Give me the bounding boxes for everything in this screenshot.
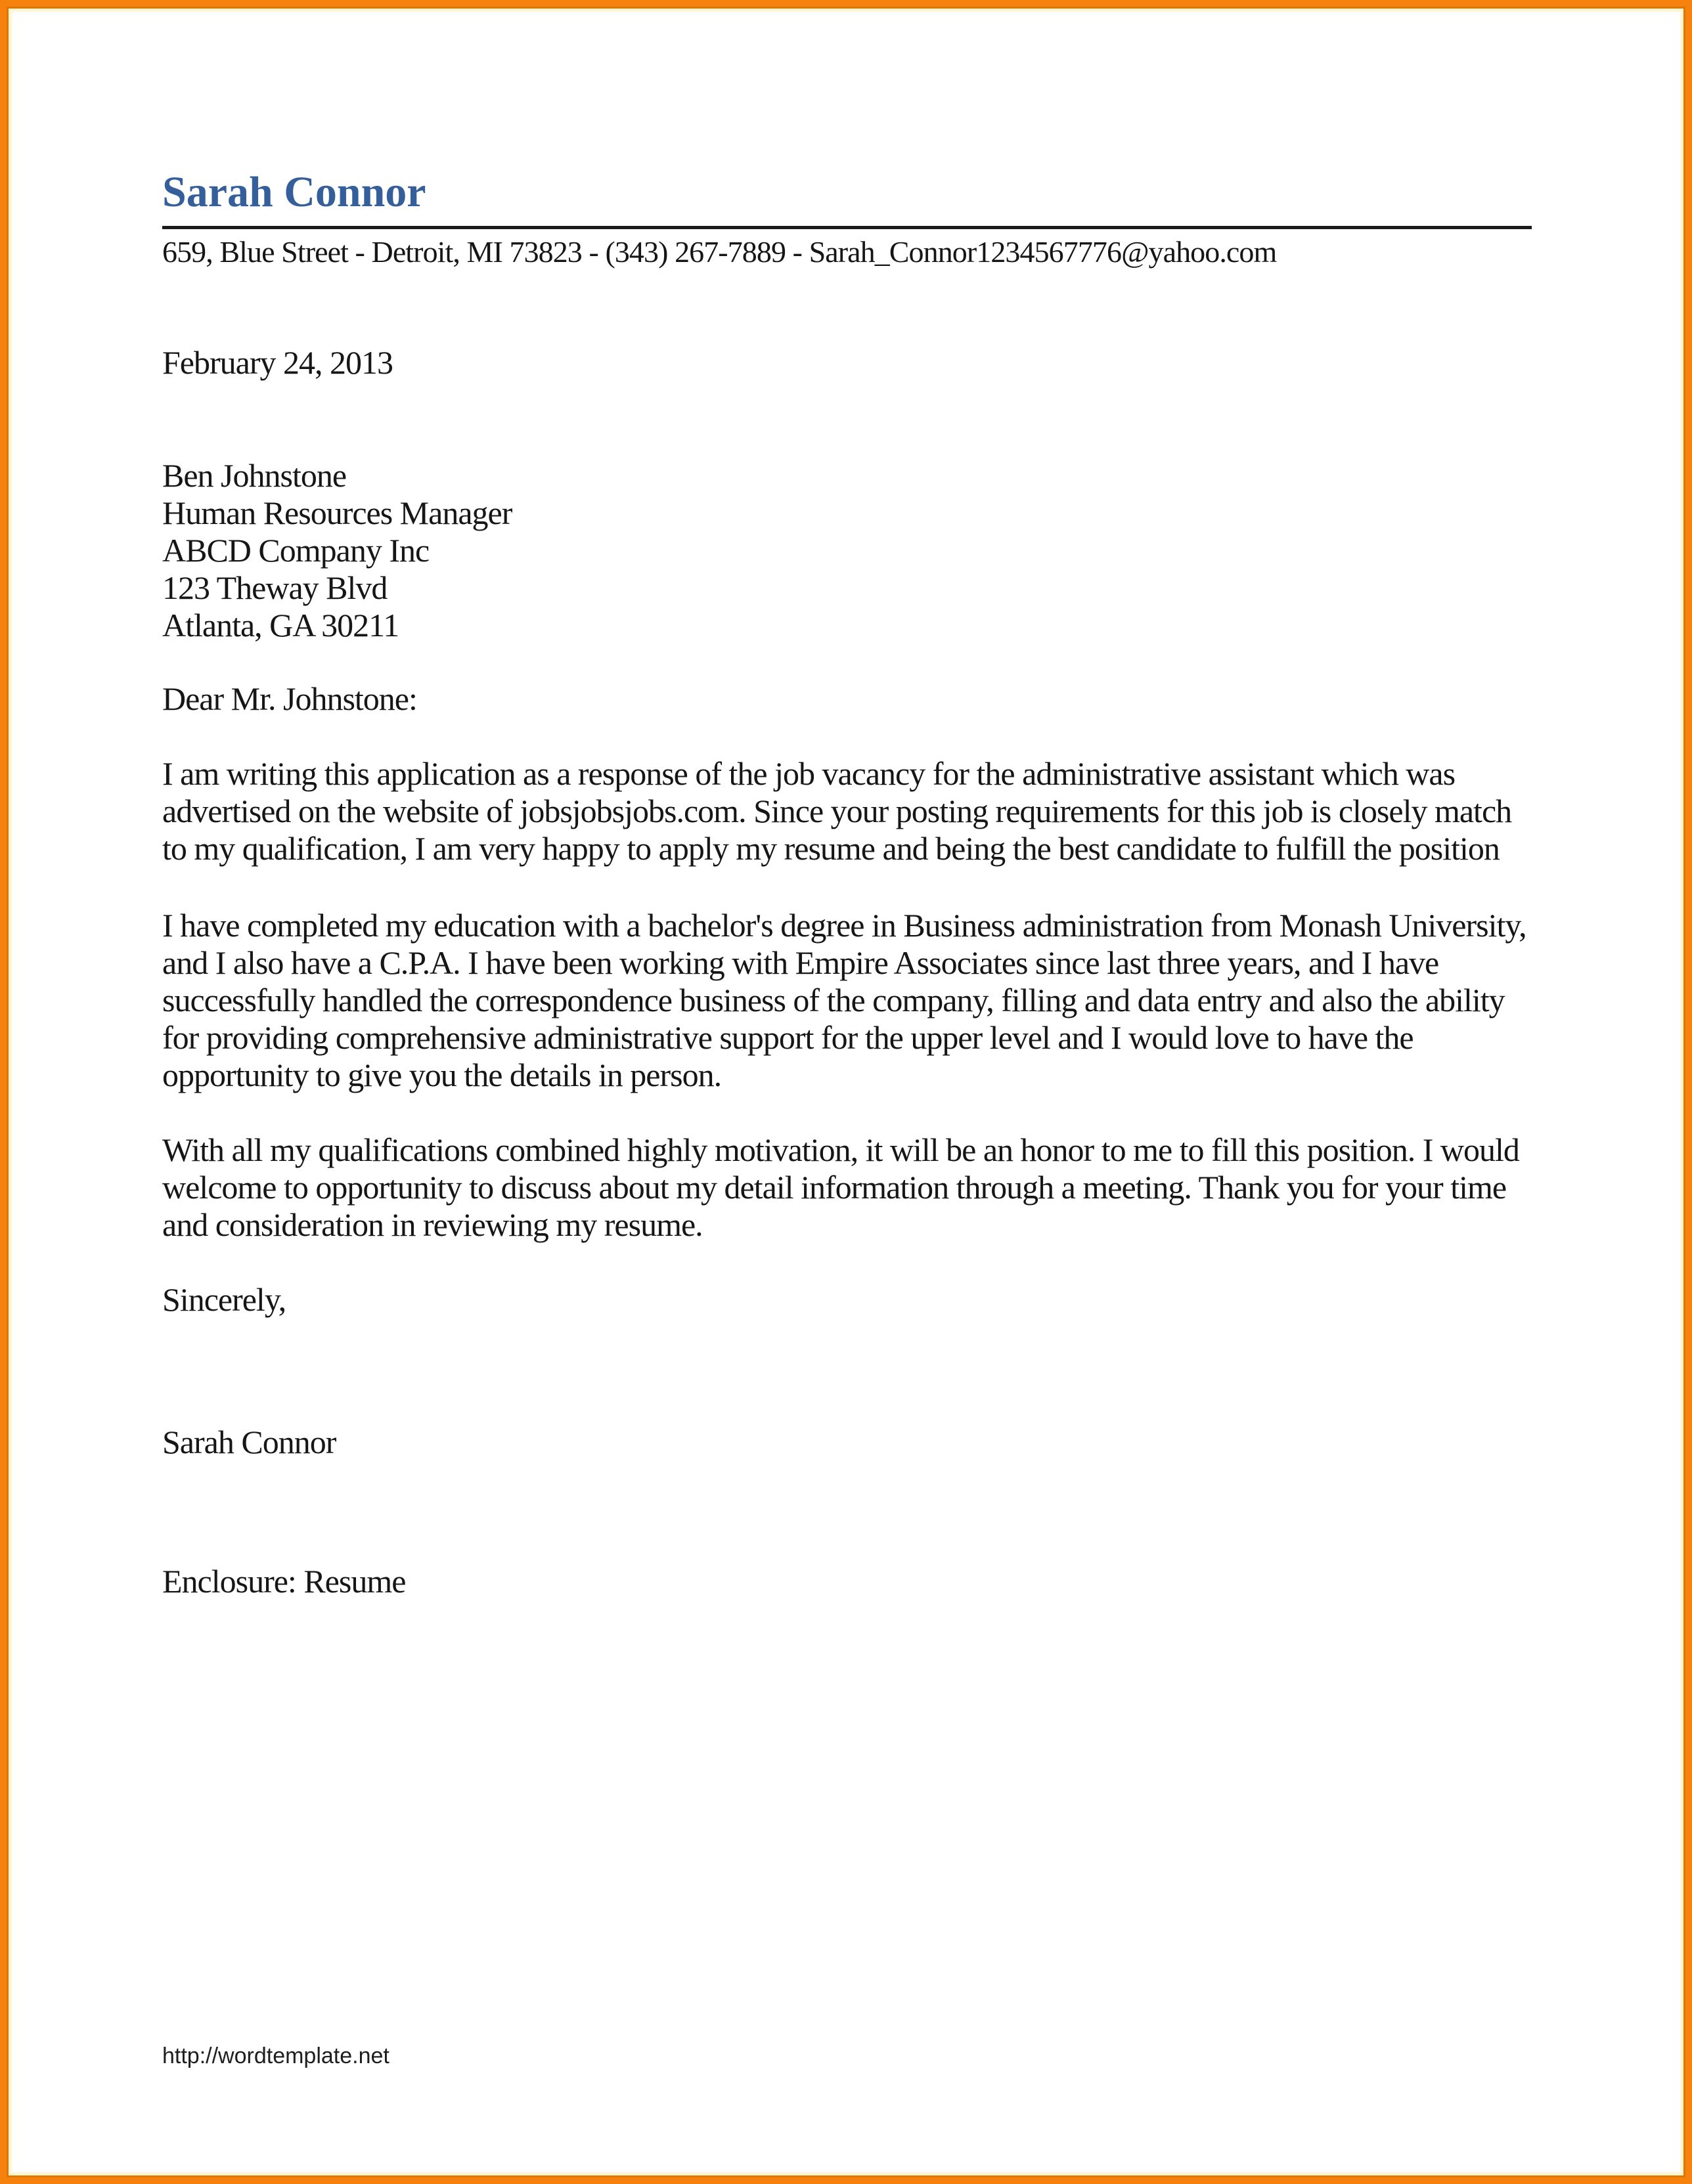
header-divider	[162, 226, 1532, 229]
sender-contact-line: 659, Blue Street - Detroit, MI 73823 - (343) 267-7889 - Sarah_Connor1234567776@yahoo.com	[162, 235, 1277, 269]
sender-name-title: Sarah Connor	[162, 168, 426, 216]
recipient-city-line: Atlanta, GA 30211	[162, 607, 399, 644]
recipient-address-block	[162, 457, 1532, 644]
signature-name: Sarah Connor	[162, 1424, 336, 1460]
letter-paragraph-1: I am writing this application as a response of the job vacancy for the administrative assistant which was advertised on the website of jobsjobsjobs.com. Since your posting requirements for this job is closely match to my qualification, I am very happy to apply my resume and being the best candidate to fulfill the position	[162, 755, 1512, 867]
letter-content	[162, 7, 1532, 1600]
recipient-street-line: 123 Theway Blvd	[162, 569, 388, 606]
footer-url: http://wordtemplate.net	[162, 2043, 390, 2068]
enclosure-line: Enclosure: Resume	[162, 1563, 406, 1600]
letter-paragraph-3: With all my qualifications combined highly motivation, it will be an honor to me to fill this position. I would welcome to opportunity to discuss about my detail information through a meeting. Thank you for your time and consideration in reviewing my resume.	[162, 1131, 1519, 1243]
letter-paragraph-2: I have completed my education with a bachelor's degree in Business administration from Monash University, and I also have a C.P.A. I have been working with Empire Associates since last three years, and I have successfully handled the correspondence business of the company, filling and data entry and also the ability for providing comprehensive administrative support for the upper level and I would love to have the opportunity to give you the details in person.	[162, 907, 1526, 1093]
recipient-title-line: Human Resources Manager	[162, 494, 512, 531]
recipient-company-line: ABCD Company Inc	[162, 532, 430, 569]
closing-line: Sincerely,	[162, 1281, 286, 1318]
letter-body	[162, 344, 1532, 1600]
letter-date: February 24, 2013	[162, 344, 393, 381]
recipient-name-line: Ben Johnstone	[162, 457, 347, 494]
salutation: Dear Mr. Johnstone:	[162, 680, 417, 717]
